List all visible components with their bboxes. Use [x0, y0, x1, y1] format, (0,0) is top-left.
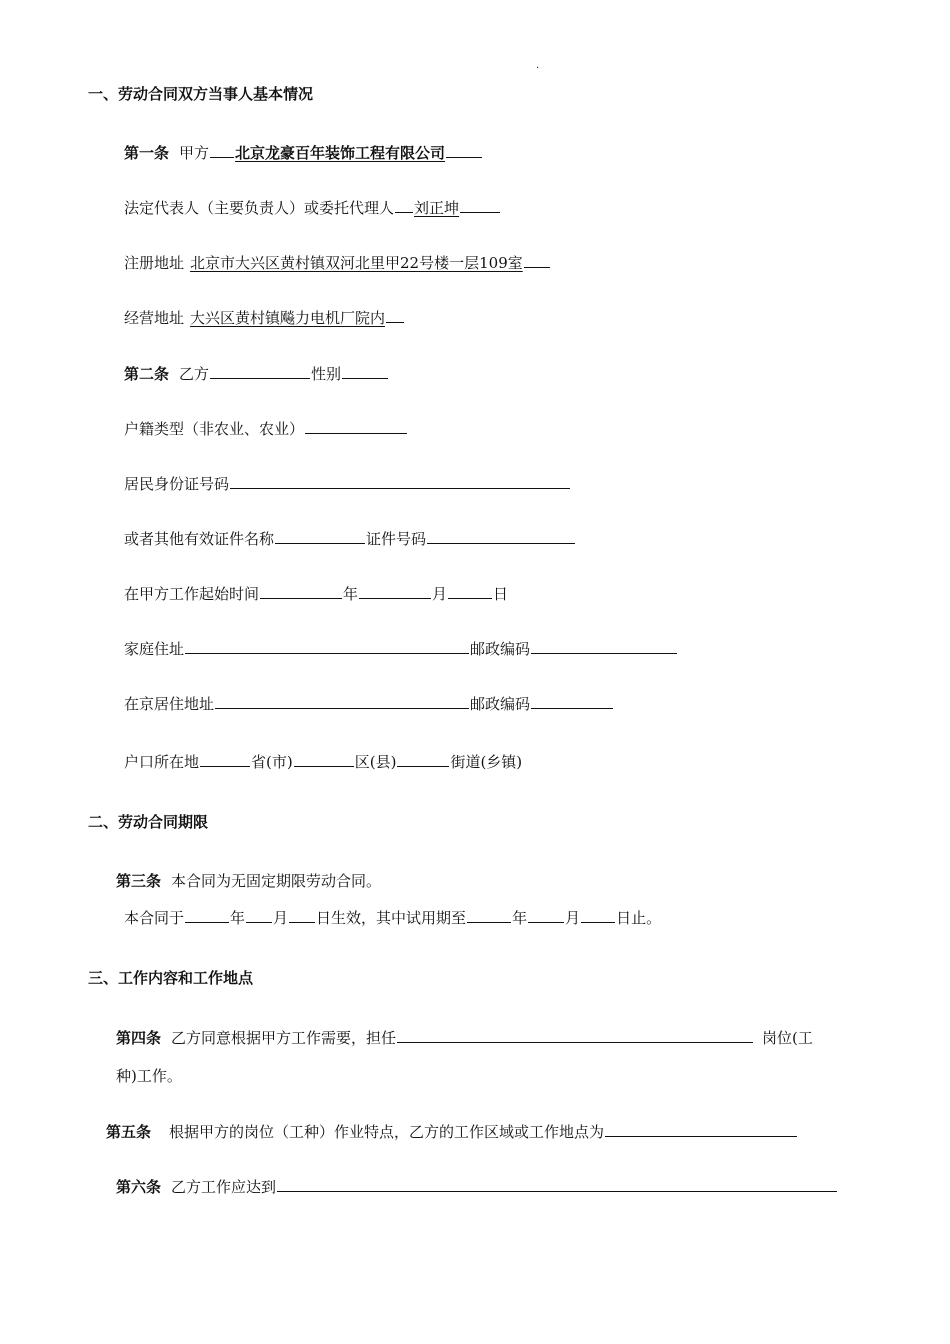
article-3: [116, 870, 381, 892]
section-3-title: 三、工作内容和工作地点: [88, 969, 254, 987]
article-5-text: 根据甲方的岗位（工种）作业特点，乙方的工作区域或工作地点为: [169, 1123, 605, 1141]
business-address-label: 经营地址: [124, 309, 185, 327]
article-4: [116, 1026, 813, 1049]
other-id-blank[interactable]: [275, 527, 365, 544]
effective-day-blank[interactable]: [289, 906, 315, 923]
effective-prefix: 本合同于: [124, 909, 185, 927]
home-address-label: 家庭住址: [124, 640, 185, 658]
article-6-text: 乙方工作应达到: [171, 1178, 277, 1196]
year-label: 年: [343, 585, 359, 603]
month-label: 月: [432, 585, 448, 603]
probation-day-blank[interactable]: [581, 906, 615, 923]
end-suffix: 日止。: [616, 909, 662, 927]
business-address: 大兴区黄村镇飚力电机厂院内: [190, 309, 386, 327]
month-label: 月: [565, 909, 581, 927]
article-6: [116, 1175, 838, 1198]
registered-address-line: [124, 251, 551, 274]
post-blank[interactable]: [397, 1026, 753, 1043]
year-label: 年: [512, 909, 528, 927]
start-day-blank[interactable]: [448, 582, 492, 599]
home-address-line: [124, 637, 678, 660]
other-id-label: 或者其他有效证件名称: [124, 530, 275, 548]
province-label: 省(市): [251, 753, 293, 771]
effective-year-blank[interactable]: [185, 906, 229, 923]
article-2-label: 第二条: [124, 365, 170, 383]
province-blank[interactable]: [200, 750, 250, 767]
blank-line[interactable]: [395, 196, 413, 213]
day-label: 日: [493, 585, 509, 603]
blank-line[interactable]: [460, 196, 500, 213]
start-month-blank[interactable]: [359, 582, 431, 599]
section-1-title: 一、劳动合同双方当事人基本情况: [88, 85, 314, 103]
article-4-label: 第四条: [116, 1029, 162, 1047]
article-2: [124, 362, 389, 385]
article-3-label: 第三条: [116, 872, 162, 890]
street-blank[interactable]: [397, 750, 449, 767]
id-number-blank[interactable]: [230, 472, 570, 489]
header-mark: .: [536, 60, 540, 71]
blank-line[interactable]: [210, 141, 234, 158]
representative-label: 法定代表人（主要负责人）或委托代理人: [124, 199, 395, 217]
start-year-blank[interactable]: [260, 582, 342, 599]
cert-number-blank[interactable]: [427, 527, 575, 544]
beijing-address-blank[interactable]: [215, 692, 469, 709]
hukou-type-label: 户籍类型（非农业、农业）: [124, 420, 305, 438]
other-id-line: [124, 527, 576, 550]
cert-number-label: 证件号码: [366, 530, 427, 548]
home-address-blank[interactable]: [185, 637, 469, 654]
id-number-line: [124, 472, 571, 495]
effective-date-line: [124, 906, 661, 929]
beijing-address-label: 在京居住地址: [124, 695, 215, 713]
postcode-label: 邮政编码: [470, 640, 531, 658]
article-4-post: 岗位(工: [762, 1029, 813, 1047]
start-date-label: 在甲方工作起始时间: [124, 585, 260, 603]
article-1: [124, 141, 483, 164]
article-1-label: 第一条: [124, 144, 170, 162]
month-label: 月: [273, 909, 289, 927]
start-date-line: [124, 582, 508, 605]
party-b-name-blank[interactable]: [210, 362, 310, 379]
hukou-type-blank[interactable]: [305, 417, 407, 434]
gender-blank[interactable]: [342, 362, 388, 379]
work-standard-blank[interactable]: [277, 1175, 837, 1192]
effective-month-blank[interactable]: [246, 906, 272, 923]
district-blank[interactable]: [294, 750, 354, 767]
party-a-label: 甲方: [179, 144, 210, 162]
article-6-label: 第六条: [116, 1178, 162, 1196]
registered-address: 北京市大兴区黄村镇双河北里甲22号楼一层109室: [190, 254, 523, 272]
hukou-location-line: [124, 750, 522, 773]
home-postcode-blank[interactable]: [531, 637, 677, 654]
article-5-label: 第五条: [106, 1123, 152, 1141]
hukou-type-line: [124, 417, 408, 440]
blank-line[interactable]: [446, 141, 482, 158]
article-3-text: 本合同为无固定期限劳动合同。: [171, 872, 382, 890]
blank-line[interactable]: [386, 306, 404, 323]
beijing-address-line: [124, 692, 614, 715]
probation-year-blank[interactable]: [467, 906, 511, 923]
gender-label: 性别: [311, 365, 342, 383]
registered-address-label: 注册地址: [124, 254, 185, 272]
work-location-blank[interactable]: [605, 1120, 797, 1137]
postcode-label: 邮政编码: [470, 695, 531, 713]
effective-mid: 日生效，其中试用期至: [316, 909, 467, 927]
district-label: 区(县): [354, 753, 397, 771]
representative-name: 刘正坤: [414, 199, 460, 217]
business-address-line: [124, 306, 405, 329]
party-b-label: 乙方: [179, 365, 210, 383]
street-label: 街道(乡镇): [450, 753, 523, 771]
beijing-postcode-blank[interactable]: [531, 692, 613, 709]
hukou-location-label: 户口所在地: [124, 753, 200, 771]
probation-month-blank[interactable]: [528, 906, 564, 923]
id-number-label: 居民身份证号码: [124, 475, 230, 493]
article-5: [106, 1120, 798, 1143]
blank-line[interactable]: [524, 251, 550, 268]
article-4-text: 乙方同意根据甲方工作需要，担任: [171, 1029, 397, 1047]
representative-line: [124, 196, 501, 219]
party-a-name: 北京龙豪百年装饰工程有限公司: [235, 144, 446, 162]
year-label: 年: [230, 909, 246, 927]
section-2-title: 二、劳动合同期限: [88, 813, 209, 831]
article-4-continuation: 种)工作。: [116, 1067, 182, 1085]
